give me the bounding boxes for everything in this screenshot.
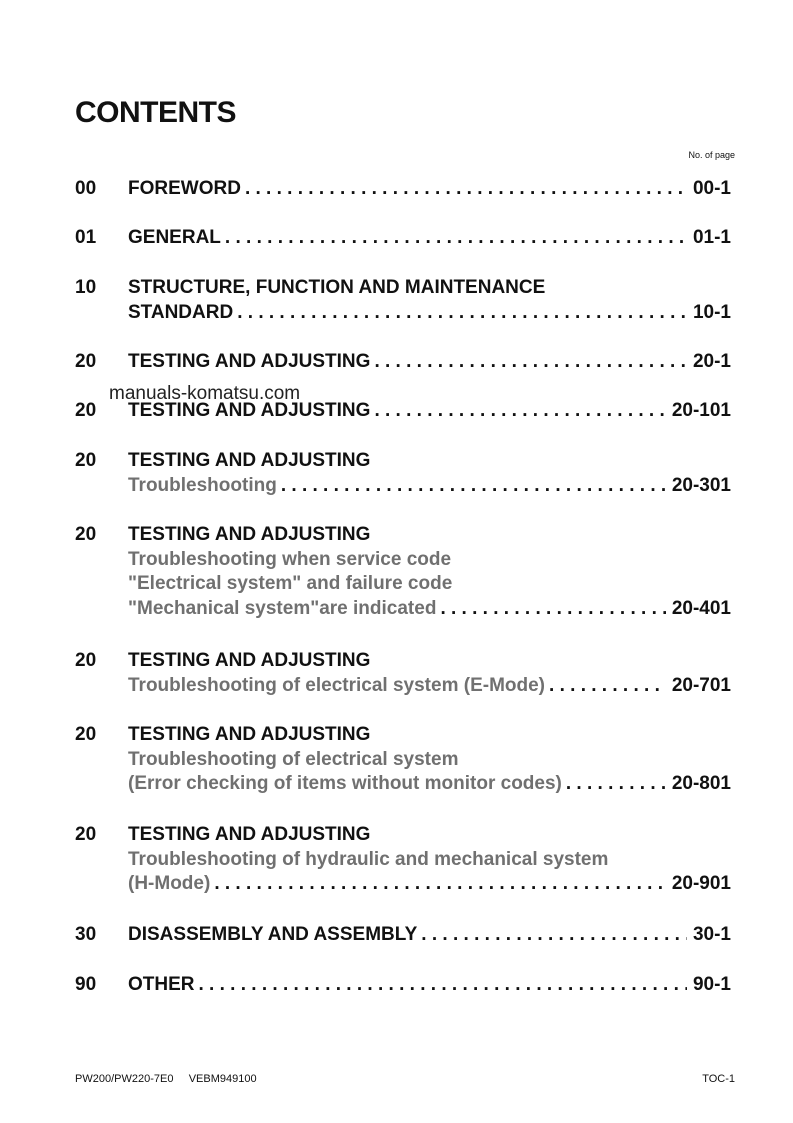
section-number: 10: [75, 277, 97, 298]
toc-entry-structure[interactable]: [75, 277, 731, 326]
page-number[interactable]: 90-1: [692, 974, 731, 995]
page-number[interactable]: 20-801: [671, 773, 731, 794]
toc-entry-other[interactable]: [75, 974, 731, 999]
subsection-title[interactable]: Troubleshooting of electrical system: [128, 748, 459, 770]
dot-leader: [210, 873, 666, 895]
dot-leader: [370, 400, 665, 422]
footer-page-label: TOC-1: [702, 1073, 735, 1085]
section-title[interactable]: STRUCTURE, FUNCTION AND MAINTENANCE: [128, 277, 546, 298]
toc-entry-testing-401[interactable]: [75, 524, 731, 622]
toc-entry-testing-901[interactable]: [75, 824, 731, 898]
subsection-title[interactable]: "Electrical system" and failure code: [128, 573, 453, 594]
section-title[interactable]: GENERAL: [128, 227, 221, 248]
page-number[interactable]: 20-401: [671, 597, 731, 619]
dot-leader: [370, 351, 687, 373]
section-number: 20: [75, 524, 97, 545]
section-number: 00: [75, 178, 97, 199]
toc-entry-testing-1[interactable]: [75, 351, 731, 376]
page-number[interactable]: 20-701: [671, 674, 731, 696]
page-number[interactable]: 20-301: [671, 474, 731, 496]
section-number: 20: [75, 824, 97, 845]
subsection-title[interactable]: (Error checking of items without monitor codes): [128, 773, 562, 794]
dot-leader: [233, 302, 687, 324]
page-number[interactable]: 00-1: [692, 178, 731, 199]
section-title[interactable]: TESTING AND ADJUSTING: [128, 524, 371, 545]
section-number: 20: [75, 650, 97, 671]
section-title[interactable]: DISASSEMBLY AND ASSEMBLY: [128, 924, 418, 945]
section-number: 01: [75, 227, 97, 248]
section-title[interactable]: TESTING AND ADJUSTING: [128, 824, 371, 845]
dot-leader: [241, 178, 687, 200]
section-title[interactable]: OTHER: [128, 974, 195, 995]
dot-leader: [195, 974, 687, 996]
toc-entry-testing-701[interactable]: [75, 650, 731, 699]
section-title-continued[interactable]: STANDARD: [128, 301, 234, 323]
page-title: CONTENTS: [75, 96, 236, 129]
section-number: 20: [75, 450, 97, 471]
toc-entry-foreword[interactable]: [75, 178, 731, 203]
section-title[interactable]: TESTING AND ADJUSTING: [128, 351, 371, 372]
section-number: 30: [75, 924, 97, 945]
page-number[interactable]: 01-1: [692, 227, 731, 248]
dot-leader: [545, 675, 666, 697]
page-number[interactable]: 10-1: [692, 301, 731, 323]
section-title[interactable]: FOREWORD: [128, 178, 241, 199]
toc-entry-general[interactable]: [75, 227, 731, 252]
page-number[interactable]: 20-901: [671, 873, 731, 894]
section-number: 20: [75, 400, 97, 421]
section-title[interactable]: TESTING AND ADJUSTING: [128, 400, 371, 421]
toc-entry-testing-301[interactable]: [75, 450, 731, 499]
section-title[interactable]: TESTING AND ADJUSTING: [128, 450, 371, 471]
subsection-title[interactable]: Troubleshooting: [128, 474, 277, 496]
dot-leader: [221, 227, 687, 249]
dot-leader: [562, 773, 666, 795]
section-title[interactable]: TESTING AND ADJUSTING: [128, 724, 371, 745]
section-number: 90: [75, 974, 97, 995]
page-number[interactable]: 20-101: [671, 400, 731, 421]
subsection-title[interactable]: Troubleshooting of electrical system (E-Mode): [128, 674, 546, 696]
no-of-page-label: No. of page: [688, 150, 735, 160]
subsection-title[interactable]: "Mechanical system"are indicated: [128, 597, 437, 619]
subsection-title[interactable]: Troubleshooting when service code: [128, 548, 452, 570]
subsection-title[interactable]: (H-Mode): [128, 873, 211, 894]
section-number: 20: [75, 724, 97, 745]
dot-leader: [277, 475, 666, 497]
page-number[interactable]: 30-1: [692, 924, 731, 945]
dot-leader: [417, 924, 687, 946]
subsection-title[interactable]: Troubleshooting of hydraulic and mechanical system: [128, 848, 609, 870]
toc-entry-disassembly[interactable]: [75, 924, 731, 949]
section-number: 20: [75, 351, 97, 372]
dot-leader: [436, 598, 665, 620]
footer-model-code: PW200/PW220-7E0 VEBM949100: [75, 1073, 257, 1085]
section-title[interactable]: TESTING AND ADJUSTING: [128, 650, 371, 671]
watermark-text: manuals-komatsu.com: [109, 383, 301, 404]
page-number[interactable]: 20-1: [692, 351, 731, 372]
toc-entry-testing-801[interactable]: [75, 724, 731, 798]
